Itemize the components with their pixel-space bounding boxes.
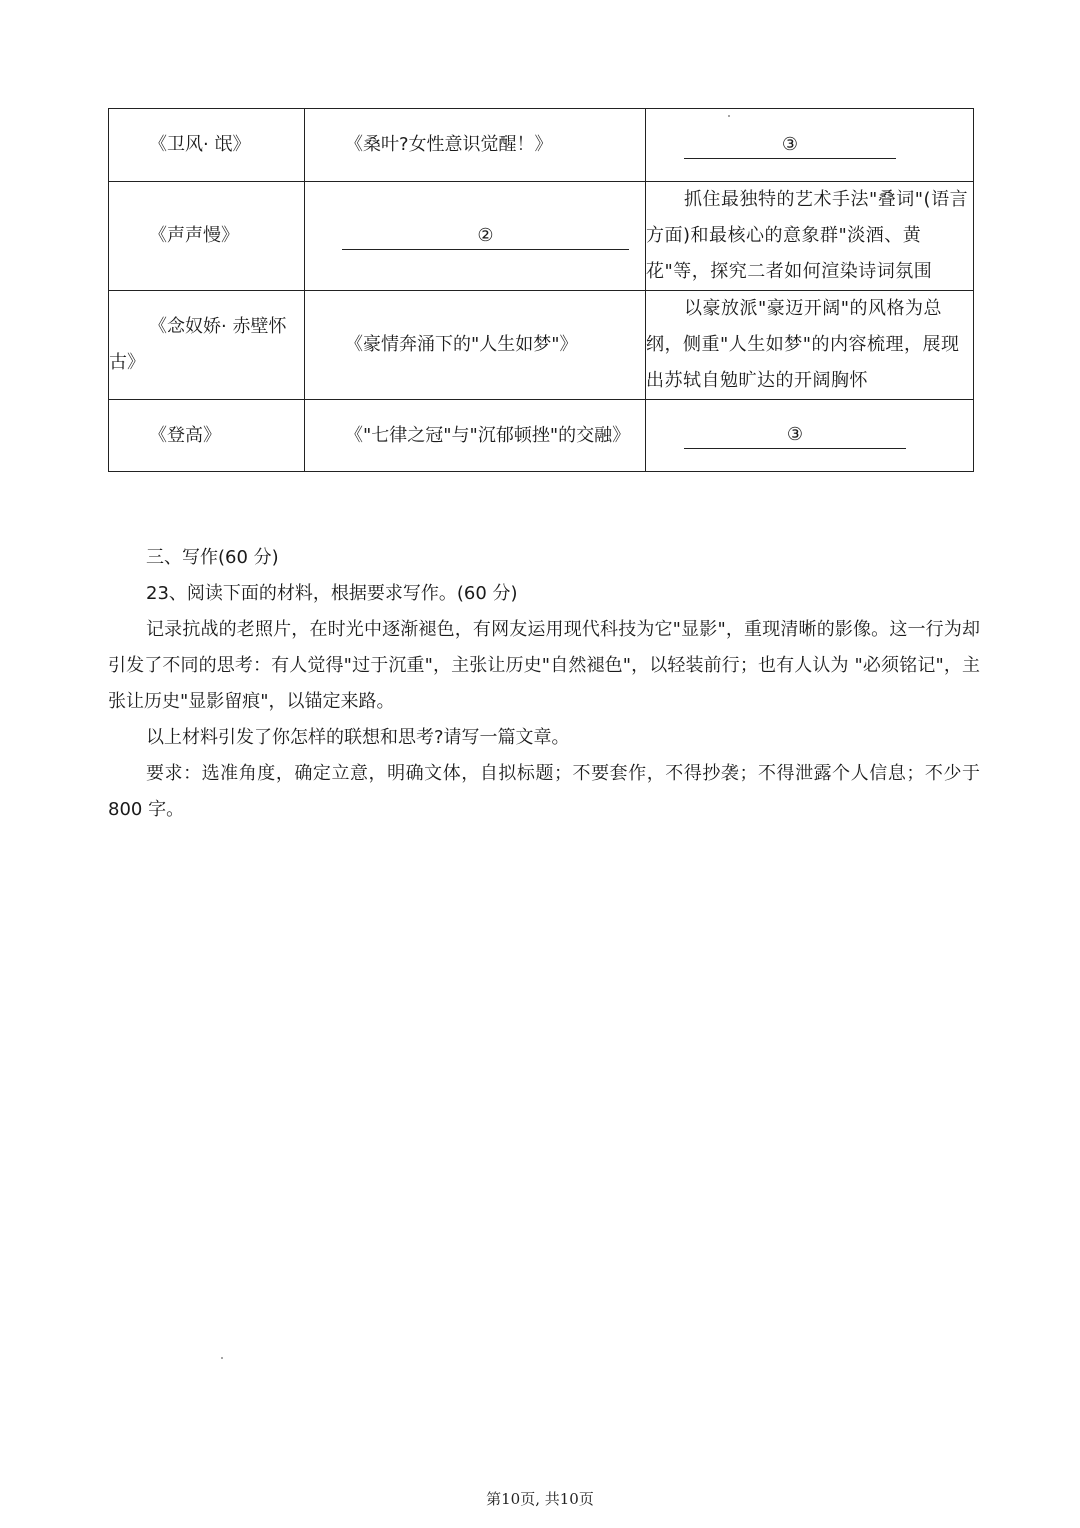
topic-cell (305, 109, 646, 182)
poem-title: 《卫风· 氓》 (149, 134, 251, 155)
poem-title: 《登高》 (149, 424, 221, 446)
approach-cell (646, 291, 974, 400)
question-prompt: 23、阅读下面的材料，根据要求写作。(60 分) (146, 583, 518, 604)
page-footer: 第10页, 共10页 (486, 1490, 594, 1508)
approach-cell (646, 400, 974, 472)
topic-text: 《豪情奔涌下的"人生如梦"》 (345, 334, 578, 355)
fill-in-blank: ③ (684, 132, 896, 159)
writing-section (108, 540, 980, 828)
approach-text: 以豪放派"豪迈开阔"的风格为总纲，侧重"人生如梦"的内容梳理，展现出苏轼自勉旷达的开阔胸怀 (646, 298, 960, 391)
approach-cell (646, 182, 974, 291)
scan-speck (728, 115, 730, 117)
approach-cell (646, 109, 974, 182)
topic-cell (305, 291, 646, 400)
table-row (109, 182, 974, 291)
poem-title: 《声声慢》 (149, 225, 239, 246)
topic-text: 《"七律之冠"与"沉郁顿挫"的交融》 (345, 424, 631, 446)
requirements-paragraph: 要求：选准角度，确定立意，明确文体，自拟标题；不要套作，不得抄袭；不得泄露个人信息；不少于 800 字。 (108, 763, 980, 820)
topic-text: 《桑叶?女性意识觉醒！》 (345, 134, 553, 155)
poem-title-cell (109, 182, 305, 291)
table-row (109, 109, 974, 182)
poem-title-cell (109, 400, 305, 472)
section-heading: 三、写作(60 分) (146, 547, 279, 568)
fill-in-blank: ③ (684, 422, 906, 449)
fill-in-blank: ② (342, 223, 629, 250)
poem-table (108, 108, 974, 472)
table-row (109, 400, 974, 472)
topic-cell (305, 400, 646, 472)
topic-cell (305, 182, 646, 291)
poem-title-cell (109, 291, 305, 400)
approach-text: 抓住最独特的艺术手法"叠词"(语言方面)和最核心的意象群"淡酒、黄花"等，探究二者如何渲染诗词氛围 (646, 189, 969, 282)
poem-title: 《念奴娇· 赤壁怀古》 (109, 316, 287, 373)
writing-prompt: 以上材料引发了你怎样的联想和思考?请写一篇文章。 (146, 727, 570, 748)
scan-speck (221, 1357, 223, 1359)
poem-title-cell (109, 109, 305, 182)
table-row (109, 291, 974, 400)
material-paragraph: 记录抗战的老照片，在时光中逐渐褪色，有网友运用现代科技为它"显影"，重现清晰的影像。这一行为却引发了不同的思考：有人觉得"过于沉重"，主张让历史"自然褪色"，以轻装前行；也有人认为 "必须铭记"，主张让历史"显影留痕"，以锚定来路。 (108, 619, 980, 712)
